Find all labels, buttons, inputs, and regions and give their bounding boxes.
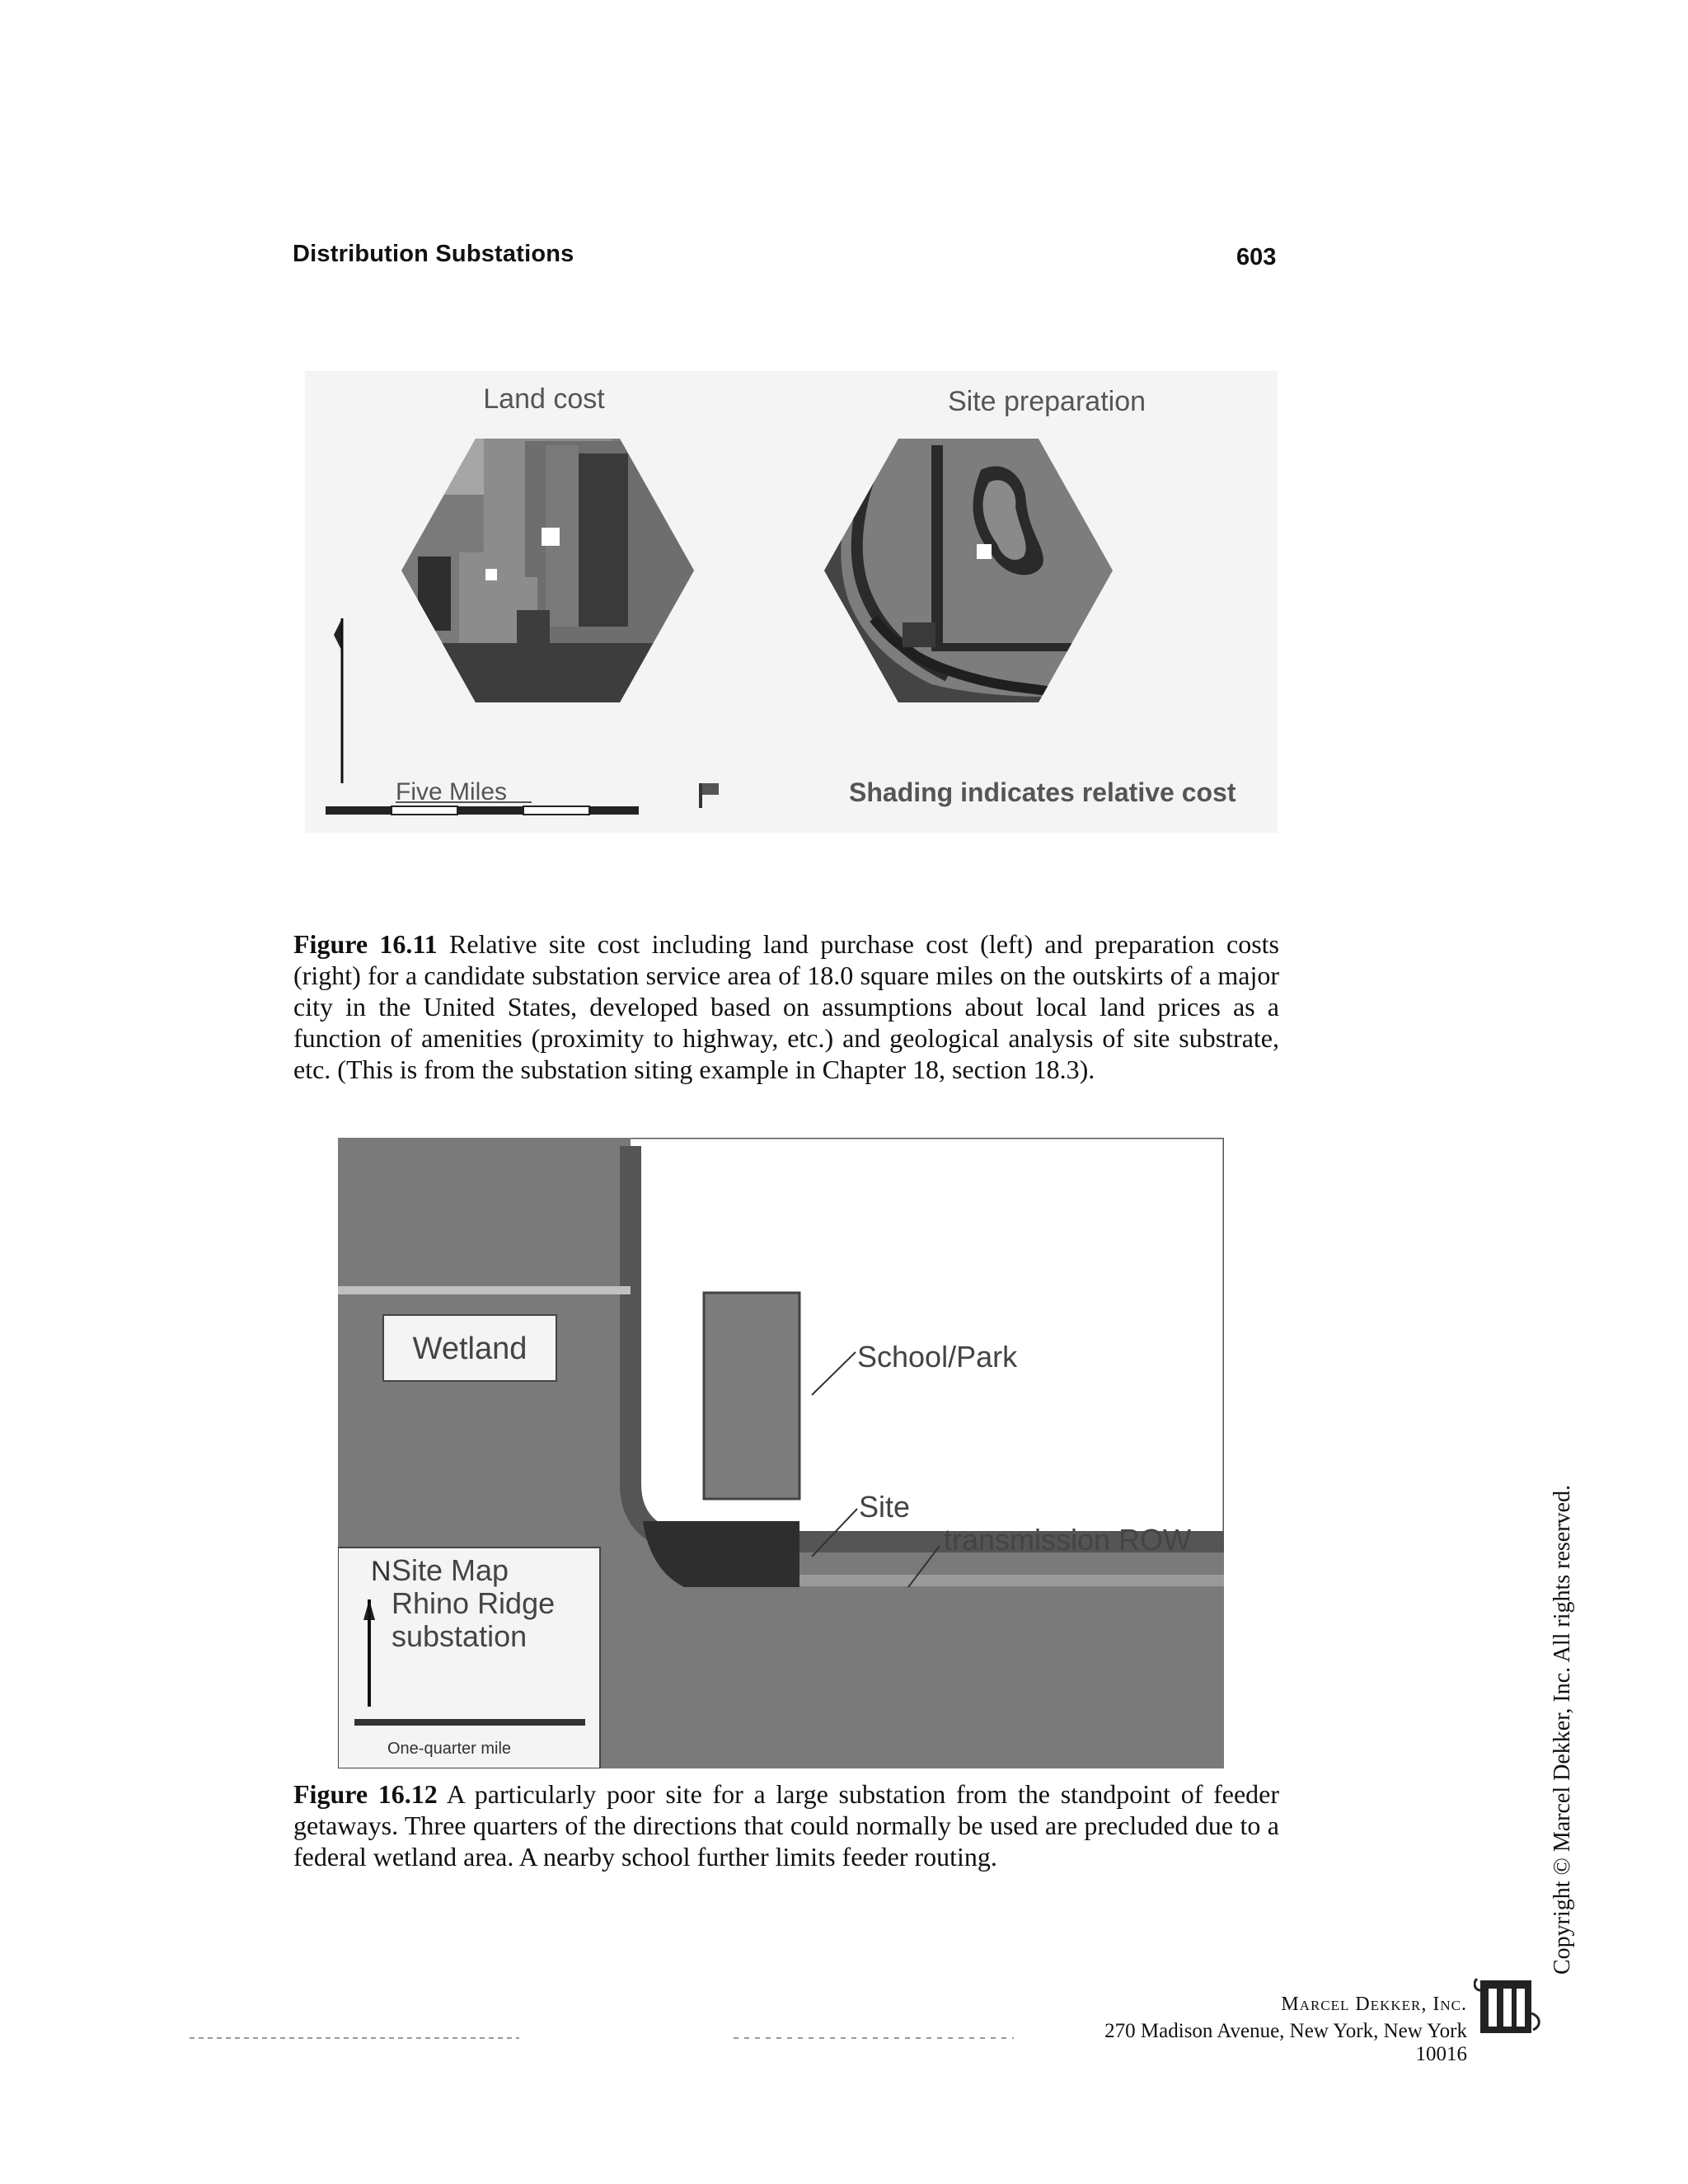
publisher-logo: [1474, 1972, 1545, 2043]
caption-label-16-12: Figure 16.12: [293, 1779, 438, 1809]
north-letter: N: [371, 1556, 392, 1587]
site-map-name: Rhino Ridge: [392, 1586, 556, 1620]
copyright-notice: [1550, 1485, 1582, 2008]
publisher-address: 270 Madison Avenue, New York, New York 10016: [1104, 2020, 1467, 2065]
quarter-mile-scale-bar: [354, 1719, 585, 1726]
wetland-label: Wetland: [412, 1332, 528, 1366]
figure-16-11: [305, 371, 1278, 833]
caption-label: Figure 16.11: [293, 929, 438, 959]
land-cost-title: Land cost: [483, 383, 605, 415]
scale-label-five-miles: Five Miles: [396, 778, 508, 805]
site-map-subtitle: substation: [392, 1619, 528, 1653]
quarter-mile-scale-label: One-quarter mile: [387, 1740, 512, 1758]
school-park: [704, 1293, 799, 1499]
caption-text-16-12: A particularly poor site for a large substation from the standpoint of feeder getaways. Three quarters of the directions that could normally be used are precluded due to a federal wetland area. A nearby school further limits feeder routing.: [293, 1779, 1280, 1872]
caption-text: Relative site cost including land purchase cost (left) and preparation costs (right) for a candidate substation service area of 18.0 square miles on the outskirts of a major city in the United States, developed based on assumptions about local land prices as a function of amenities (proximity to highway, etc.) and geological analysis of site substrate, etc. (This is from the substation siting example in Chapter 18, section 18.3).: [293, 929, 1280, 1084]
transmission-row: [799, 1575, 1224, 1586]
transmission-row-label: transmission ROW: [944, 1523, 1192, 1557]
caption-figure-16-12: [293, 1778, 1279, 1872]
site-label: Site: [859, 1490, 911, 1524]
scan-artifact-line: [190, 2036, 1014, 2040]
site-preparation-title: Site preparation: [947, 386, 1146, 417]
publisher-name: Marcel Dekker, Inc.: [1281, 1994, 1467, 2015]
caption-figure-16-11: [293, 928, 1279, 1085]
scale-bar: [326, 806, 639, 815]
copyright-text: Copyright © Marcel Dekker, Inc. All rights reserved.: [1550, 1485, 1575, 1975]
page-number: 603: [1236, 244, 1277, 270]
school-park-label: School/Park: [857, 1340, 1018, 1374]
running-head: Distribution Substations: [293, 241, 574, 267]
site-map-title: Site Map: [392, 1553, 509, 1587]
legend-text: Shading indicates relative cost: [849, 777, 1236, 807]
figure-16-12: [338, 1138, 1224, 1768]
